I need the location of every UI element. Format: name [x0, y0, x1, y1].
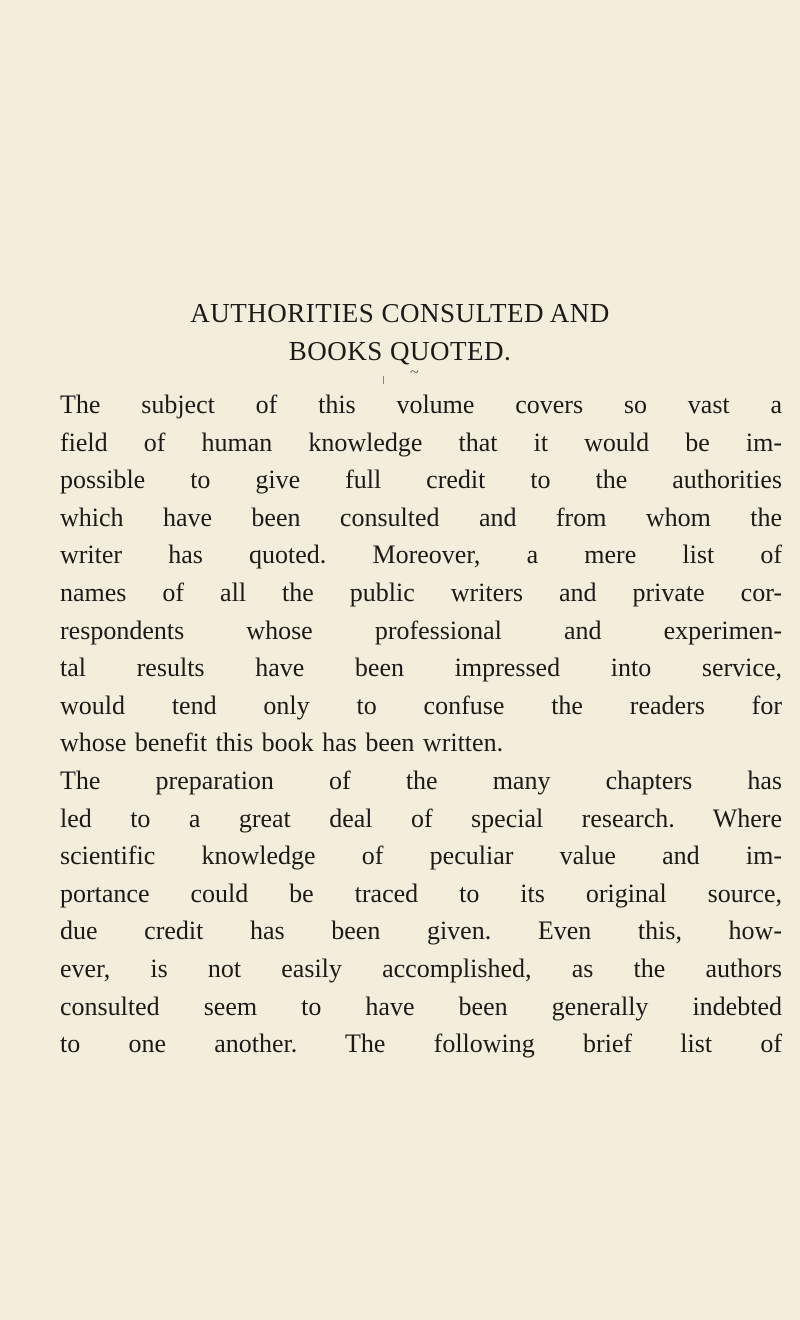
text-line: tal results have been impressed into service, [60, 653, 782, 683]
text-line: names of all the public writers and private cor- [60, 577, 782, 607]
page-heading-line-1: AUTHORITIES CONSULTED AND [190, 298, 610, 328]
text-line: writer has quoted. Moreover, a mere list of [60, 540, 782, 570]
ornament-tilde: ~ [410, 364, 419, 381]
text-line: respondents whose professional and experimen- [60, 615, 782, 645]
body-paragraph [60, 386, 782, 1063]
ornament-mark [383, 376, 384, 384]
text-line: whose benefit this book has been written. [60, 728, 504, 758]
text-line: due credit has been given. Even this, how- [60, 916, 782, 946]
page-heading-line-2: BOOKS QUOTED. [288, 336, 512, 366]
text-line: scientific knowledge of peculiar value and im- [60, 841, 782, 871]
text-line: field of human knowledge that it would be im- [60, 427, 782, 457]
text-line: ever, is not easily accomplished, as the authors [60, 953, 782, 983]
text-line: consulted seem to have been generally indebted [60, 991, 782, 1021]
text-line: which have been consulted and from whom the [60, 502, 782, 532]
text-line: to one another. The following brief list of [60, 1029, 782, 1059]
text-line: led to a great deal of special research. Where [60, 803, 782, 833]
text-line: would tend only to confuse the readers for [60, 690, 782, 720]
text-line: The preparation of the many chapters has [60, 765, 782, 795]
text-line: The subject of this volume covers so vast a [60, 390, 782, 419]
text-line: portance could be traced to its original source, [60, 878, 782, 908]
text-line: possible to give full credit to the authorities [60, 465, 782, 495]
